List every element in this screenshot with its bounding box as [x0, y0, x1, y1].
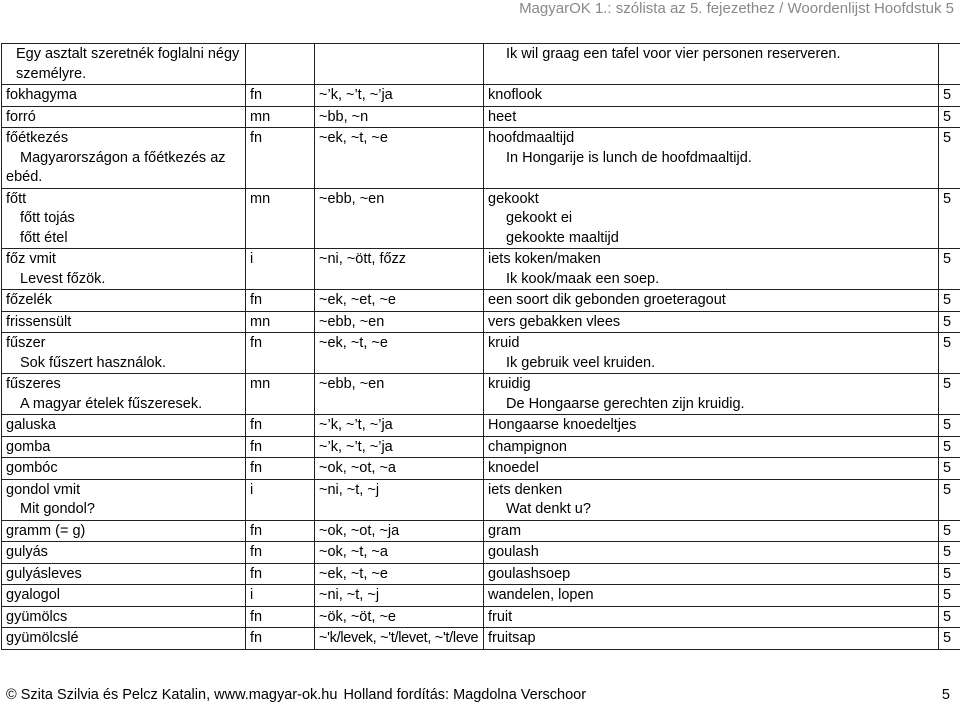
dutch-cell — [484, 333, 939, 374]
dutch-headword: kruidig — [488, 376, 531, 392]
pos-cell: fn — [246, 415, 315, 437]
dutch-cell — [484, 188, 939, 249]
dutch-cell: vers gebakken vlees — [484, 311, 939, 333]
forms-cell: ~ök, ~öt, ~e — [315, 606, 484, 628]
hungarian-cell — [2, 374, 246, 415]
dutch-example: Wat denkt u? — [506, 501, 591, 517]
chapter-cell: 5 — [939, 628, 960, 650]
hungarian-example: főtt tojás — [20, 210, 75, 226]
hungarian-cell: gulyás — [2, 542, 246, 564]
dutch-text: Ik wil graag een tafel voor vier personen reserveren. — [506, 46, 841, 62]
table-row — [2, 436, 960, 458]
table-row — [2, 44, 960, 85]
dutch-example: De Hongaarse gerechten zijn kruidig. — [506, 395, 745, 412]
chapter-cell: 5 — [939, 415, 960, 437]
table-row — [2, 542, 960, 564]
forms-cell: ~bb, ~n — [315, 106, 484, 128]
pos-cell: i — [246, 585, 315, 607]
hungarian-cell — [2, 44, 246, 85]
table-row — [2, 520, 960, 542]
chapter-cell: 5 — [939, 85, 960, 107]
footer-credit: © Szita Szilvia és Pelcz Katalin, www.magyar-ok.hu — [6, 687, 338, 703]
chapter-cell: 5 — [939, 249, 960, 290]
forms-cell: ~ek, ~t, ~e — [315, 128, 484, 189]
dutch-cell: fruitsap — [484, 628, 939, 650]
pos-cell: fn — [246, 628, 315, 650]
hungarian-text: Egy asztalt szeretnék foglalni négy személyre. — [16, 46, 240, 82]
hungarian-cell — [2, 249, 246, 290]
forms-cell: ~ebb, ~en — [315, 188, 484, 249]
forms-cell: ~ni, ~t, ~j — [315, 585, 484, 607]
hungarian-headword: főétkezés — [6, 130, 69, 146]
dutch-cell: gram — [484, 520, 939, 542]
page-footer — [6, 687, 588, 703]
chapter-cell: 5 — [939, 542, 960, 564]
forms-cell: ~ok, ~t, ~a — [315, 542, 484, 564]
pos-cell: fn — [246, 436, 315, 458]
dutch-headword: iets koken/maken — [488, 251, 601, 267]
dutch-cell — [484, 479, 939, 520]
hungarian-cell: gramm (= g) — [2, 520, 246, 542]
chapter-cell: 5 — [939, 585, 960, 607]
hungarian-example: Mit gondol? — [20, 501, 95, 517]
forms-cell: ~ni, ~ött, főzz — [315, 249, 484, 290]
dutch-cell: een soort dik gebonden groeteragout — [484, 290, 939, 312]
hungarian-headword: főz vmit — [6, 251, 56, 267]
table-row — [2, 563, 960, 585]
dutch-headword: iets denken — [488, 481, 563, 498]
forms-cell: ~ok, ~ot, ~ja — [315, 520, 484, 542]
table-row — [2, 106, 960, 128]
dutch-headword: hoofdmaaltijd — [488, 130, 575, 146]
hungarian-headword: főtt — [6, 190, 27, 207]
forms-cell: ~ek, ~et, ~e — [315, 290, 484, 312]
hungarian-cell — [2, 479, 246, 520]
pos-cell: fn — [246, 290, 315, 312]
forms-cell: ~ek, ~t, ~e — [315, 333, 484, 374]
hungarian-headword: fűszeres — [6, 376, 61, 392]
dutch-cell: knoflook — [484, 85, 939, 107]
dutch-example: gekookte maaltijd — [506, 229, 619, 246]
pos-cell: fn — [246, 128, 315, 189]
hungarian-cell: frissensült — [2, 311, 246, 333]
hungarian-cell: gyümölcs — [2, 606, 246, 628]
table-row — [2, 458, 960, 480]
pos-cell: fn — [246, 458, 315, 480]
hungarian-cell: galuska — [2, 415, 246, 437]
table-row — [2, 128, 960, 189]
table-row — [2, 628, 960, 650]
hungarian-cell: gulyásleves — [2, 563, 246, 585]
hungarian-cell: forró — [2, 106, 246, 128]
chapter-cell: 5 — [939, 311, 960, 333]
table-row — [2, 585, 960, 607]
forms-cell: ~'k/levek, ~'t/levet, ~'t/leve — [315, 628, 484, 650]
chapter-cell: 5 — [939, 374, 960, 415]
pos-cell: mn — [246, 311, 315, 333]
hungarian-cell — [2, 333, 246, 374]
dutch-cell — [484, 374, 939, 415]
dutch-cell: Hongaarse knoedeltjes — [484, 415, 939, 437]
hungarian-headword: fűszer — [6, 335, 46, 351]
hungarian-cell: gyümölcslé — [2, 628, 246, 650]
chapter-cell: 5 — [939, 188, 960, 249]
hungarian-example: főtt étel — [20, 229, 68, 246]
pos-cell: fn — [246, 542, 315, 564]
footer-translation: Holland fordítás: Magdolna Verschoor — [343, 687, 587, 703]
dutch-example: In Hongarije is lunch de hoofdmaaltijd. — [506, 149, 752, 166]
table-row — [2, 249, 960, 290]
table-row — [2, 188, 960, 249]
dutch-cell: goulash — [484, 542, 939, 564]
pos-cell: fn — [246, 85, 315, 107]
hungarian-cell: főzelék — [2, 290, 246, 312]
hungarian-example: Sok fűszert használok. — [20, 354, 166, 371]
table-row — [2, 85, 960, 107]
pos-cell — [246, 44, 315, 85]
table-row — [2, 479, 960, 520]
chapter-cell: 5 — [939, 436, 960, 458]
table-row — [2, 374, 960, 415]
chapter-cell: 5 — [939, 458, 960, 480]
hungarian-example: A magyar ételek fűszeresek. — [20, 395, 203, 412]
hungarian-cell: fokhagyma — [2, 85, 246, 107]
pos-cell: fn — [246, 520, 315, 542]
page-header-title: MagyarOK 1.: szólista az 5. fejezethez / Woordenlijst Hoofdstuk 5 — [519, 0, 954, 17]
hungarian-cell: gyalogol — [2, 585, 246, 607]
table-row — [2, 415, 960, 437]
dutch-cell: fruit — [484, 606, 939, 628]
chapter-cell: 5 — [939, 606, 960, 628]
pos-cell: mn — [246, 374, 315, 415]
hungarian-example: Levest főzök. — [20, 270, 106, 287]
forms-cell: ~ek, ~t, ~e — [315, 563, 484, 585]
dutch-example: Ik gebruik veel kruiden. — [506, 354, 656, 371]
chapter-cell: 5 — [939, 479, 960, 520]
dutch-cell: knoedel — [484, 458, 939, 480]
dutch-cell: goulashsoep — [484, 563, 939, 585]
pos-cell: mn — [246, 106, 315, 128]
dutch-cell: wandelen, lopen — [484, 585, 939, 607]
vocabulary-table — [1, 43, 960, 650]
forms-cell: ~ebb, ~en — [315, 374, 484, 415]
page-number: 5 — [941, 687, 950, 703]
dutch-cell — [484, 128, 939, 189]
forms-cell: ~ebb, ~en — [315, 311, 484, 333]
forms-cell: ~’k, ~’t, ~’ja — [315, 415, 484, 437]
dutch-cell — [484, 249, 939, 290]
dutch-headword: kruid — [488, 335, 520, 351]
hungarian-cell: gomba — [2, 436, 246, 458]
hungarian-cell — [2, 128, 246, 189]
forms-cell: ~’k, ~’t, ~’ja — [315, 85, 484, 107]
chapter-cell — [939, 44, 960, 85]
dutch-example: Ik kook/maak een soep. — [506, 270, 660, 287]
hungarian-cell: gombóc — [2, 458, 246, 480]
forms-cell — [315, 44, 484, 85]
dutch-headword: gekookt — [488, 190, 539, 207]
pos-cell: fn — [246, 333, 315, 374]
table-row — [2, 311, 960, 333]
forms-cell: ~’k, ~’t, ~’ja — [315, 436, 484, 458]
chapter-cell: 5 — [939, 106, 960, 128]
pos-cell: fn — [246, 563, 315, 585]
hungarian-example: Magyarországon a főétkezés az ebéd. — [6, 149, 226, 185]
table-row — [2, 290, 960, 312]
table-row — [2, 333, 960, 374]
dutch-cell: champignon — [484, 436, 939, 458]
pos-cell: fn — [246, 606, 315, 628]
dutch-cell — [484, 44, 939, 85]
dutch-cell: heet — [484, 106, 939, 128]
dutch-example: gekookt ei — [506, 210, 573, 226]
chapter-cell: 5 — [939, 520, 960, 542]
chapter-cell: 5 — [939, 563, 960, 585]
chapter-cell: 5 — [939, 333, 960, 374]
pos-cell: i — [246, 479, 315, 520]
table-row — [2, 606, 960, 628]
forms-cell: ~ok, ~ot, ~a — [315, 458, 484, 480]
pos-cell: i — [246, 249, 315, 290]
hungarian-cell — [2, 188, 246, 249]
pos-cell: mn — [246, 188, 315, 249]
chapter-cell: 5 — [939, 128, 960, 189]
forms-cell: ~ni, ~t, ~j — [315, 479, 484, 520]
hungarian-headword: gondol vmit — [6, 481, 81, 498]
chapter-cell: 5 — [939, 290, 960, 312]
